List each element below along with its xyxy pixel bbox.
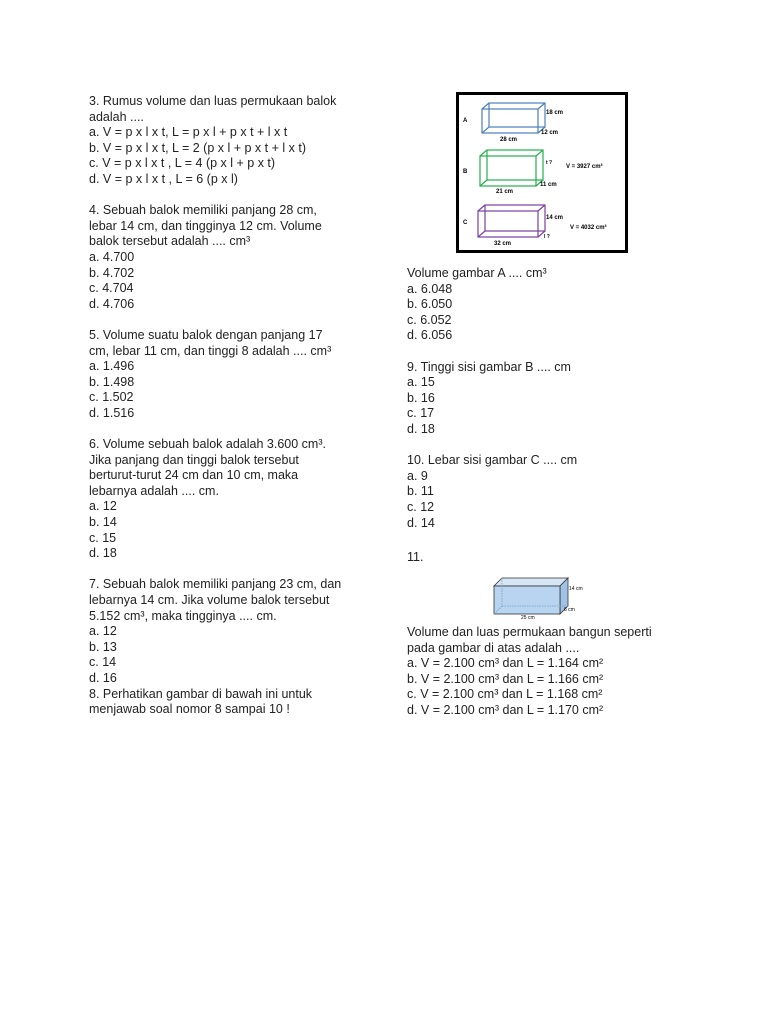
question-11-option-b: b. V = 2.100 cm³ dan L = 1.166 cm²	[407, 671, 604, 686]
question-11-number: 11.	[407, 550, 424, 564]
question-5-option-b: b. 1.498	[89, 374, 135, 389]
cuboid-b-volume: V = 3927 cm³	[566, 164, 603, 170]
cuboid-c-height: 14 cm	[546, 215, 564, 221]
question-11-line: Volume dan luas permukaan bangun seperti	[407, 625, 652, 639]
question-3-option-c: c. V = p x l x t , L = 4 (p x l + p x t)	[89, 156, 276, 171]
question-7-line: 7. Sebuah balok memiliki panjang 23 cm, dan	[89, 577, 342, 592]
question-8	[89, 687, 379, 718]
question-10-option-a: a. 9	[407, 468, 428, 483]
question-6-option-d: d. 18	[89, 546, 117, 561]
question-10-option-b: b. 11	[407, 484, 434, 499]
question-6	[89, 437, 379, 562]
question-6-option-b: b. 14	[89, 515, 117, 530]
question-5	[89, 328, 379, 422]
cuboid-11-figure	[488, 574, 588, 620]
question-8-line: 8. Perhatikan gambar di bawah ini untuk	[89, 686, 313, 701]
cuboid-b-height: t ?	[546, 160, 553, 166]
question-5-option-a: a. 1.496	[89, 359, 135, 374]
question-7-line: 5.152 cm³, maka tingginya .... cm.	[89, 608, 277, 623]
question-4-line: lebar 14 cm, dan tingginya 12 cm. Volume	[89, 218, 322, 233]
question-6-line: Jika panjang dan tinggi balok tersebut	[89, 452, 299, 467]
question-8-volume-a-line: Volume gambar A .... cm³	[407, 266, 547, 280]
question-4-option-d: d. 4.706	[89, 296, 135, 311]
question-6-line: berturut-turut 24 cm dan 10 cm, maka	[89, 468, 299, 483]
question-5-option-d: d. 1.516	[89, 405, 135, 420]
question-4-option-b: b. 4.702	[89, 265, 135, 280]
cuboid-a-width: 12 cm	[541, 130, 559, 136]
question-11	[407, 625, 707, 719]
question-4-line: balok tersebut adalah .... cm³	[89, 234, 251, 249]
question-7-option-b: b. 13	[89, 639, 117, 654]
cuboid-a-height: 18 cm	[546, 110, 564, 116]
cuboid-11-length: 25 cm	[521, 615, 535, 620]
question-11-option-c: c. V = 2.100 cm³ dan L = 1.168 cm²	[407, 687, 603, 702]
cuboid-c-label: C	[463, 220, 468, 226]
cuboids-figure	[456, 92, 628, 253]
question-6-line: 6. Volume sebuah balok adalah 3.600 cm³.	[89, 437, 326, 452]
question-11-option-a: a. V = 2.100 cm³ dan L = 1.164 cm²	[407, 656, 604, 671]
left-column	[89, 94, 379, 718]
question-8-option-a: a. 6.048	[407, 281, 453, 296]
question-11-line: pada gambar di atas adalah ....	[407, 640, 580, 655]
question-8-option-b: b. 6.050	[407, 297, 453, 312]
cuboid-11-height: 14 cm	[569, 586, 583, 592]
question-8-line: menjawab soal nomor 8 sampai 10 !	[89, 702, 290, 717]
question-10-option-d: d. 14	[407, 515, 435, 530]
cuboid-c-width: l ?	[544, 234, 550, 240]
cuboid-a-label: A	[463, 118, 468, 124]
question-9-option-b: b. 16	[407, 390, 435, 405]
cuboid-c-volume: V = 4032 cm³	[570, 225, 607, 231]
question-3	[89, 94, 379, 188]
question-9-option-c: c. 17	[407, 406, 435, 421]
question-10-option-c: c. 12	[407, 499, 435, 514]
question-9	[407, 360, 707, 438]
question-6-option-a: a. 12	[89, 499, 117, 514]
question-8-option-c: c. 6.052	[407, 312, 452, 327]
question-10	[407, 453, 707, 531]
question-4-line: 4. Sebuah balok memiliki panjang 28 cm,	[89, 203, 317, 218]
cuboid-a-length: 28 cm	[500, 137, 518, 143]
question-6-line: lebarnya adalah .... cm.	[89, 483, 219, 498]
question-3-option-b: b. V = p x l x t, L = 2 (p x l + p x t + l x t)	[89, 140, 306, 155]
question-11-option-d: d. V = 2.100 cm³ dan L = 1.170 cm²	[407, 702, 604, 717]
question-7	[89, 577, 379, 686]
question-7-option-a: a. 12	[89, 624, 117, 639]
right-column	[407, 266, 707, 531]
question-5-line: 5. Volume suatu balok dengan panjang 17	[89, 327, 323, 342]
question-10-line: 10. Lebar sisi gambar C .... cm	[407, 453, 578, 468]
question-6-option-c: c. 15	[89, 530, 117, 545]
question-9-option-a: a. 15	[407, 375, 435, 390]
question-5-line: cm, lebar 11 cm, dan tinggi 8 adalah .... cm³	[89, 343, 332, 358]
cuboid-b-width: 11 cm	[540, 182, 557, 188]
question-8-volume-a	[407, 266, 707, 344]
cuboid-c-length: 32 cm	[494, 241, 512, 247]
question-8-option-d: d. 6.056	[407, 328, 453, 343]
question-7-line: lebarnya 14 cm. Jika volume balok tersebut	[89, 593, 330, 607]
question-4	[89, 203, 379, 312]
question-9-line: 9. Tinggi sisi gambar B .... cm	[407, 359, 571, 374]
cuboid-b-length: 21 cm	[496, 189, 514, 195]
question-3-line: adalah ....	[89, 109, 144, 124]
question-5-option-c: c. 1.502	[89, 390, 134, 405]
cuboid-b-label: B	[463, 169, 468, 175]
question-7-option-d: d. 16	[89, 670, 117, 685]
question-3-option-d: d. V = p x l x t , L = 6 (p x l)	[89, 171, 238, 186]
question-7-option-c: c. 14	[89, 655, 117, 670]
cuboid-11-width: 6 cm	[564, 607, 575, 613]
question-3-option-a: a. V = p x l x t, L = p x l + p x t + l x t	[89, 125, 288, 140]
question-4-option-a: a. 4.700	[89, 249, 135, 264]
question-9-option-d: d. 18	[407, 421, 435, 436]
question-3-line: 3. Rumus volume dan luas permukaan balok	[89, 94, 337, 108]
question-4-option-c: c. 4.704	[89, 281, 134, 296]
